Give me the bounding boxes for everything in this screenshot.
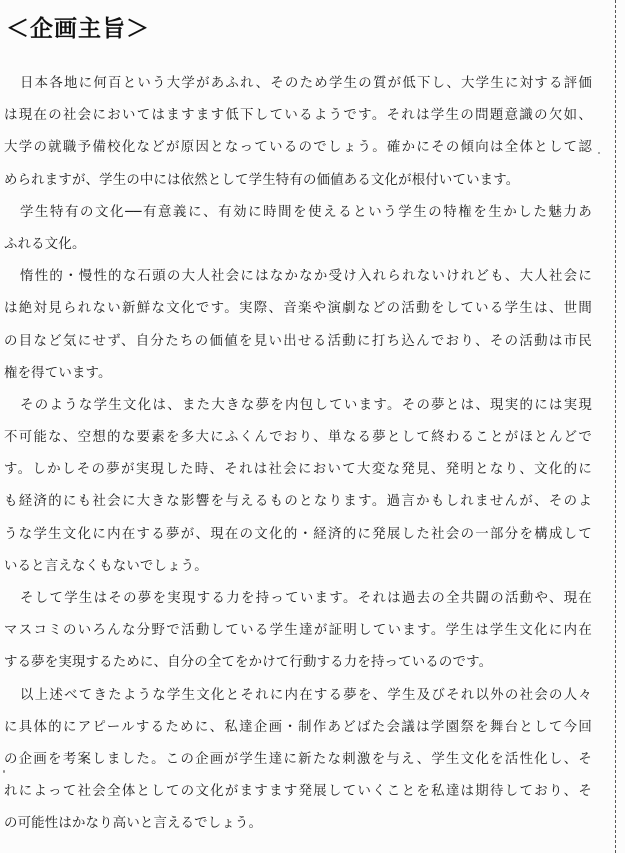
text-line: に具体的にアピールするために、私達企画・制作あどばた会議は学園祭を舞台として今回 [4, 719, 592, 735]
text-line: そのような学生文化は、また大きな夢を内包しています。その夢とは、現実的には実現 [20, 397, 592, 413]
scan-speck [3, 770, 5, 773]
scan-speck [598, 152, 600, 154]
text-line: する夢を実現するために、自分の全てをかけて行動する力を持っているのです。 [4, 655, 493, 671]
text-line: も経済的にも社会に大きな影響を与えるものとなります。過言かもしれませんが、そのよ [4, 494, 592, 510]
text-line: 不可能な、空想的な要素を多大にふくんでおり、単なる夢として終わることがほとんどで [4, 430, 592, 446]
text-line: す。しかしその夢が実現した時、それは社会において大変な発見、発明となり、文化的に [4, 462, 592, 478]
text-line: 学生特有の文化──有意義に、有効に時間を使えるという学生の特権を生かした魅力あ [20, 204, 592, 220]
text-line: そして学生はその夢を実現する力を持っています。それは過去の全共闘の活動や、現在 [20, 591, 592, 606]
text-line: ふれる文化。 [4, 236, 86, 252]
text-line: うな学生文化に内在する夢が、現在の文化的・経済的に発展した社会の一部分を構成して [4, 526, 592, 542]
page-title: ＜企画主旨＞ [6, 16, 150, 42]
text-line: 以上述べてきたような学生文化とそれに内在する夢を、学生及びそれ以外の社会の人々 [20, 687, 592, 703]
text-line: の企画を考案しました。この企画が学生達に新たな刺激を与え、学生文化を活性化し、そ [4, 751, 592, 767]
text-line: 惰性的・慢性的な石頭の大人社会にはなかなか受け入れられないけれども、大人社会に [20, 269, 592, 285]
text-line: は絶対見られない新鮮な文化です。実際、音楽や演劇などの活動をしている学生は、世間 [4, 301, 592, 317]
text-line: の目など気にせず、自分たちの価値を見い出せる活動に打ち込んでおり、その活動は市民 [4, 333, 592, 349]
text-line: いると言えなくもないでしょう。 [4, 558, 208, 574]
text-line: められますが、学生の中には依然として学生特有の価値ある文化が根付いています。 [4, 172, 520, 188]
text-line: 日本各地に何百という大学があふれ、そのため学生の質が低下し、大学生に対する評価 [20, 76, 592, 91]
text-line: 大学の就職予備校化などが原因となっているのでしょう。確かにその傾向は全体として認 [4, 140, 592, 156]
text-line: は現在の社会においてはますます低下しているようです。それは学生の問題意識の欠如、 [4, 108, 592, 124]
text-line: れによって社会全体としての文化がますます発展していくことを私達は期待しており、そ [4, 784, 592, 800]
document-body [4, 74, 592, 847]
text-line: 権を得ています。 [4, 365, 112, 381]
margin-rule [615, 0, 616, 853]
text-line: の可能性はかなり高いと言えるでしょう。 [4, 816, 263, 832]
text-line: マスコミのいろんな分野で活動している学生達が証明しています。学生は学生文化に内在 [4, 623, 592, 639]
